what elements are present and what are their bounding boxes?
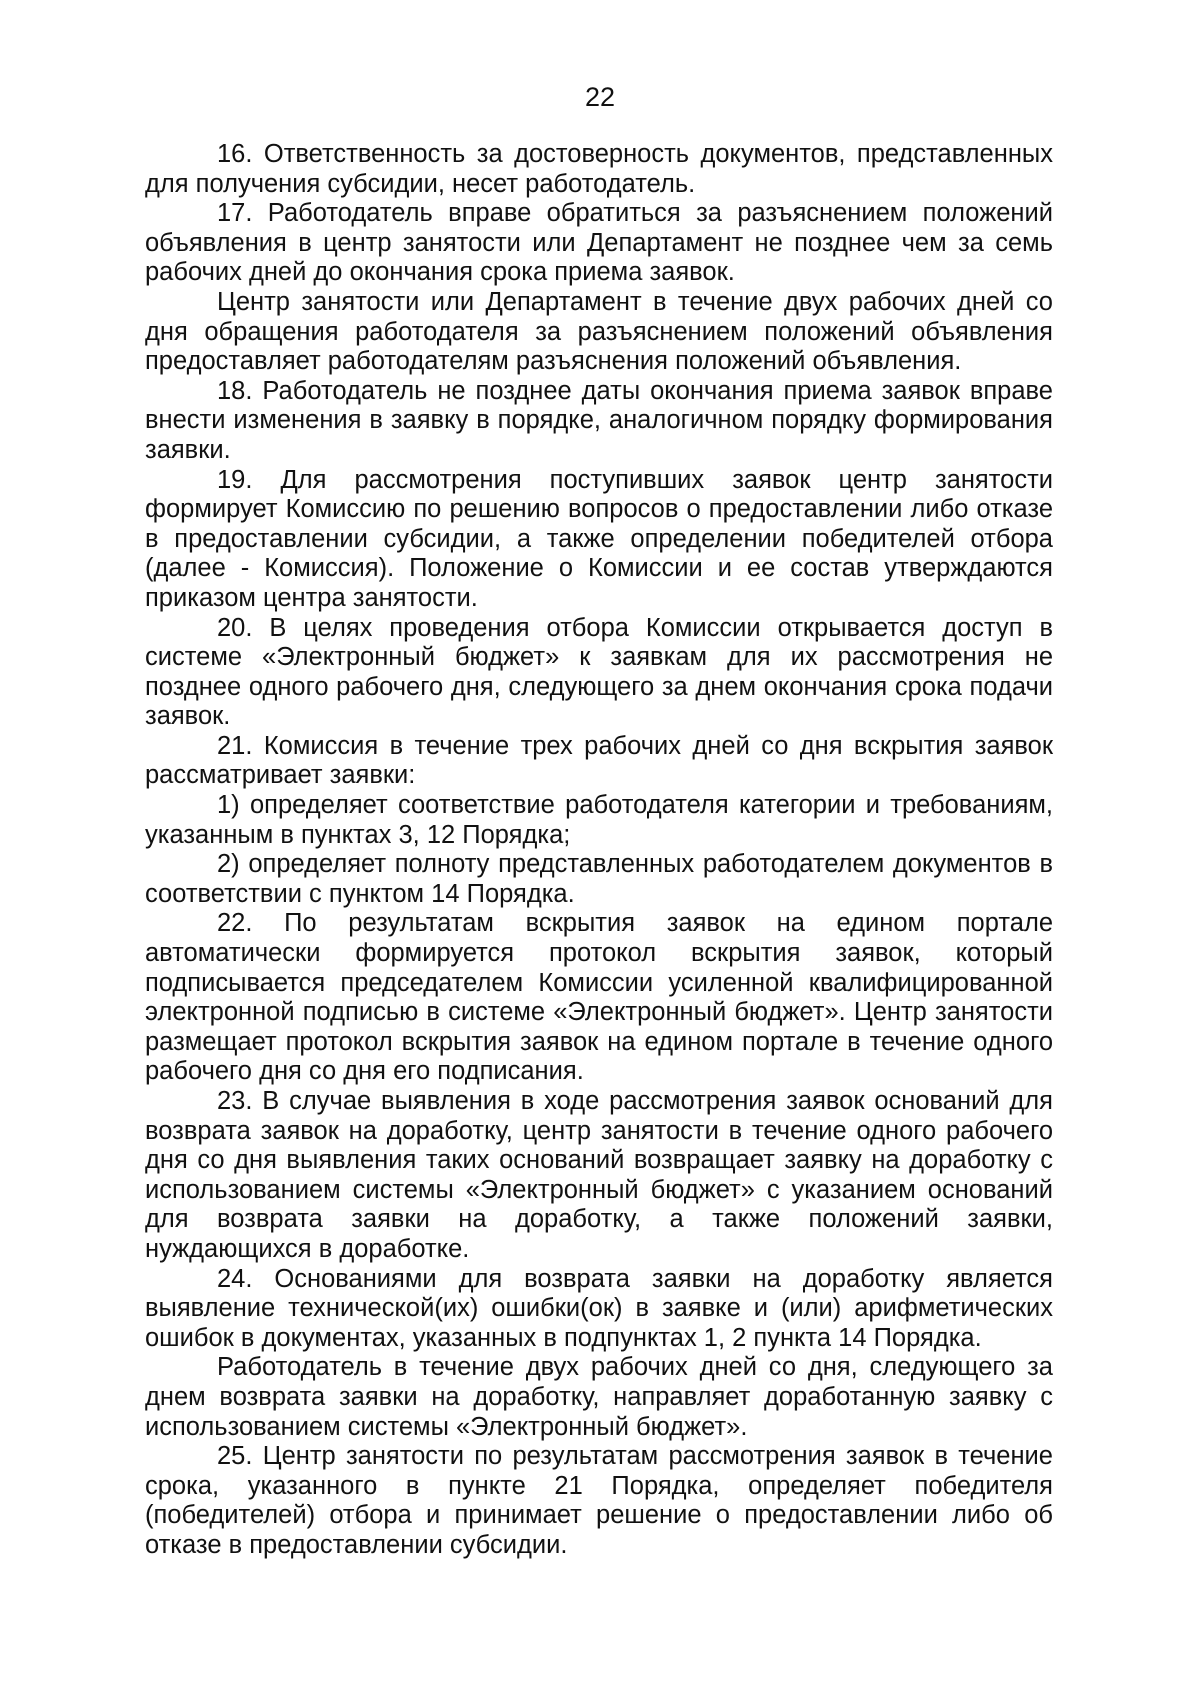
paragraph-25: 25. Центр занятости по результатам рассмотрения заявок в течение срока, указанного в пункте 21 Порядка, определяет победителя (победителей) отбора и принимает решение о предоставлении либо об отказе в предоставлении субсидии. [145,1442,1053,1559]
paragraph-24-continued: Работодатель в течение двух рабочих дней со дня, следующего за днем возврата заявки на доработку, направляет доработанную заявку с использованием системы «Электронный бюджет». [145,1353,1053,1441]
subitem-21-1: 1) определяет соответствие работодателя категории и требованиям, указанным в пунктах 3, 12 Порядка; [145,791,1053,849]
paragraph-24: 24. Основаниями для возврата заявки на доработку является выявление технической(их) ошибки(ок) в заявке и (или) арифметических ошибок в документах, указанных в подпунктах 1, 2 пункта 14 Порядка. [145,1264,1053,1352]
paragraph-18: 18. Работодатель не позднее даты окончания приема заявок вправе внести изменения в заявку в порядке, аналогичном порядку формирования заявки. [145,376,1053,464]
paragraph-16: 16. Ответственность за достоверность документов, представленных для получения субсидии, несет работодатель. [145,140,1053,198]
subitem-21-2: 2) определяет полноту представленных работодателем документов в соответствии с пунктом 14 Порядка. [145,850,1053,908]
paragraph-20: 20. В целях проведения отбора Комиссии открывается доступ в системе «Электронный бюджет» к заявкам для их рассмотрения не позднее одного рабочего дня, следующего за днем окончания срока подачи заявок. [145,613,1053,731]
document-body [145,140,1053,1561]
paragraph-17: 17. Работодатель вправе обратиться за разъяснением положений объявления в центр занятости или Департамент не позднее чем за семь рабочих дней до окончания срока приема заявок. [145,199,1053,287]
paragraph-19: 19. Для рассмотрения поступивших заявок центр занятости формирует Комиссию по решению вопросов о предоставлении либо отказе в предоставлении субсидии, а также определении победителей отбора (далее - Комиссия). Положение о Комиссии и ее состав утверждаются приказом центра занятости. [145,465,1053,612]
paragraph-17-continued: Центр занятости или Департамент в течение двух рабочих дней со дня обращения работодателя за разъяснением положений объявления предоставляет работодателям разъяснения положений объявления. [145,287,1053,376]
paragraph-21: 21. Комиссия в течение трех рабочих дней со дня вскрытия заявок рассматривает заявки: [145,731,1053,790]
paragraph-22: 22. По результатам вскрытия заявок на едином портале автоматически формируется протокол вскрытия заявок, который подписывается председателем Комиссии усиленной квалифицированной электронной подписью в системе «Электронный бюджет». Центр занятости размещает протокол вскрытия заявок на едином портале в течение одного рабочего дня со дня его подписания. [145,909,1053,1086]
page-number: 22 [584,82,616,112]
paragraph-23: 23. В случае выявления в ходе рассмотрения заявок оснований для возврата заявок на доработку, центр занятости в течение одного рабочего дня со дня выявления таких оснований возвращает заявку на доработку с использованием системы «Электронный бюджет» с указанием оснований для возврата заявки на доработку, а также положений заявки, нуждающихся в доработке. [145,1087,1053,1263]
